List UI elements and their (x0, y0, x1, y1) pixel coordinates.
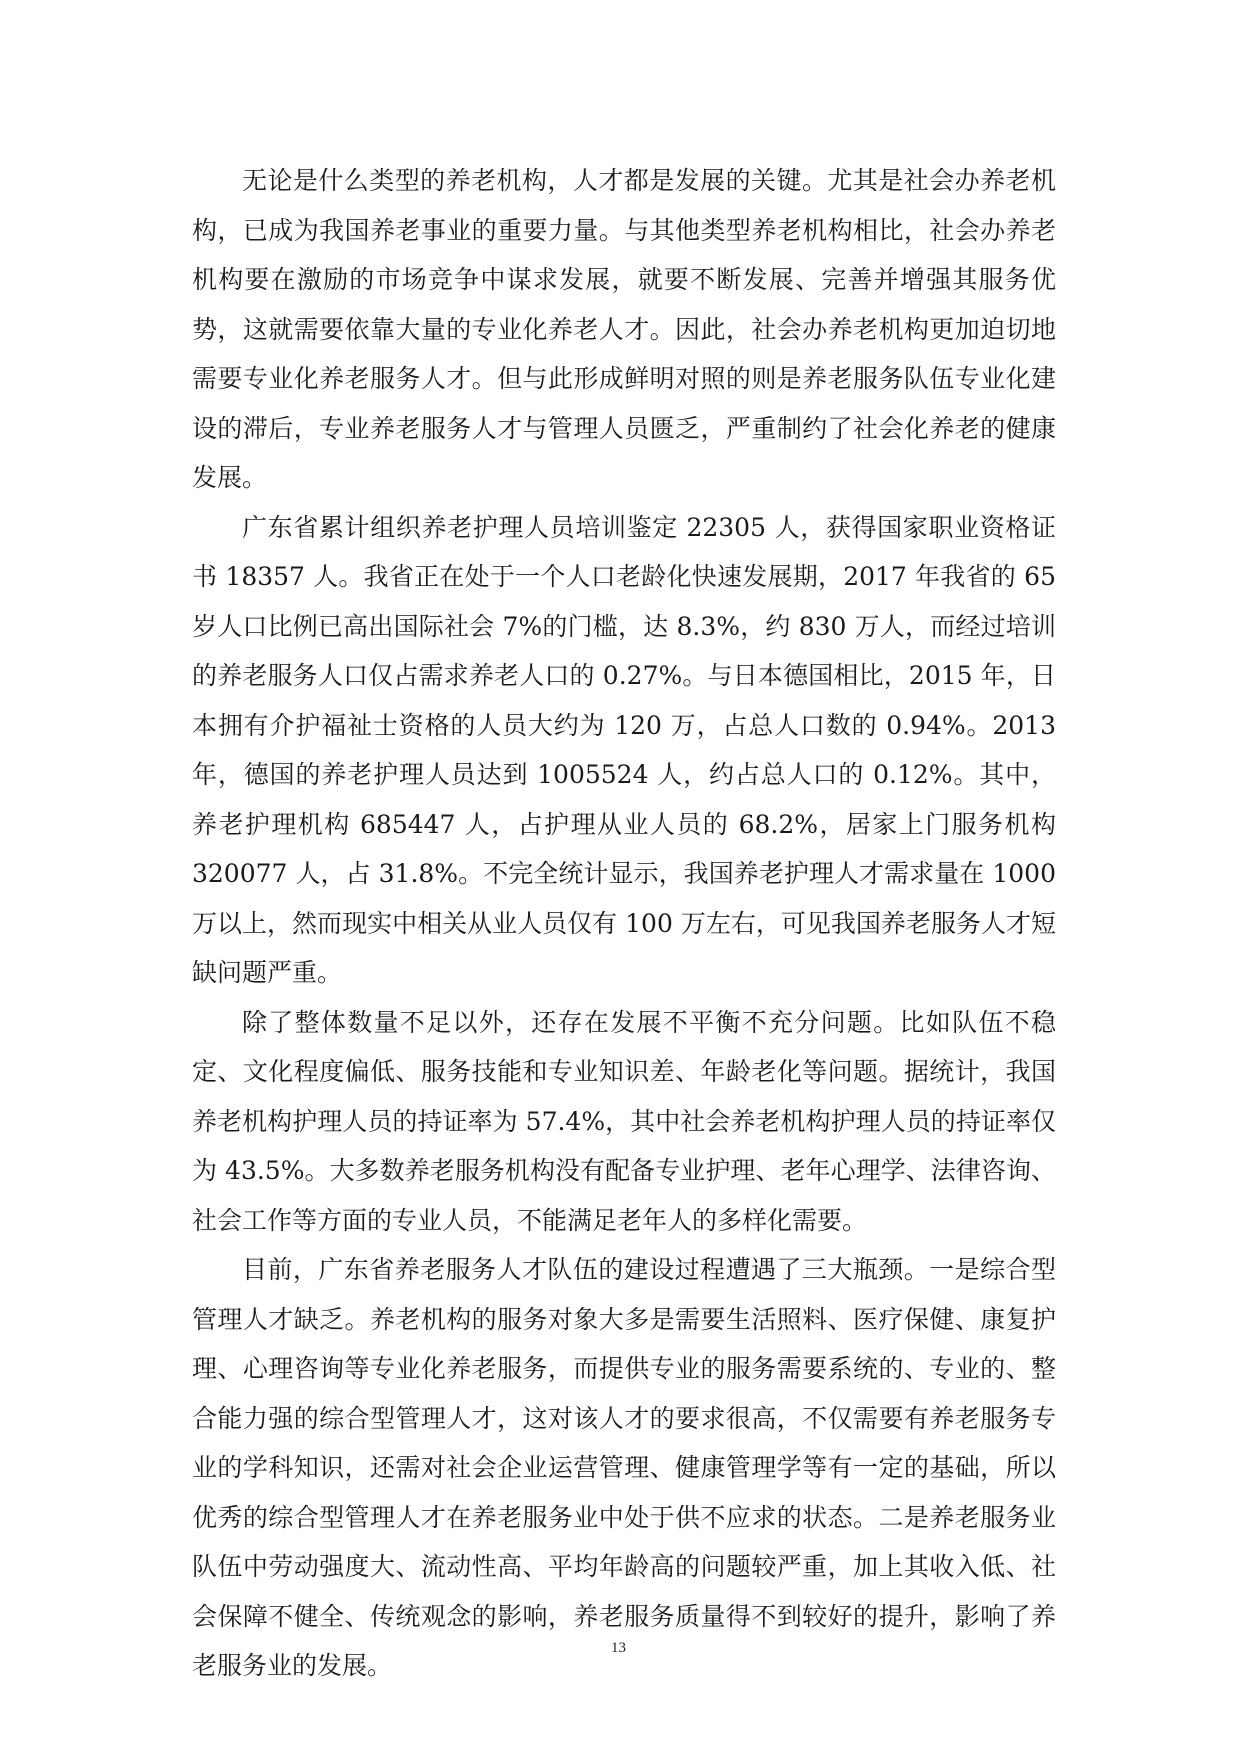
paragraph-talent-key: 无论是什么类型的养老机构，人才都是发展的关键。尤其是社会办养老机构，已成为我国养老事业的重要力量。与其他类型养老机构相比，社会办养老机构要在激励的市场竞争中谋求发展，就要不断发展、完善并增强其服务优势，这就需要依靠大量的专业化养老人才。因此，社会办养老机构更加迫切地需要专业化养老服务人才。但与此形成鲜明对照的则是养老服务队伍专业化建设的滞后，专业养老服务人才与管理人员匮乏，严重制约了社会化养老的健康发展。 (192, 166, 1056, 492)
body-text (192, 156, 1056, 1691)
paragraph-guangdong-statistics: 广东省累计组织养老护理人员培训鉴定 22305 人，获得国家职业资格证书 18357 人。我省正在处于一个人口老龄化快速发展期，2017 年我省的 65 岁人口比例已高出国际社会 7%的门槛，达 8.3%，约 830 万人，而经过培训的养老服务人口仅占需求养老人口的 0.27%。与日本德国相比，2015 年，日本拥有介护福祉士资格的人员大约为 120 万，占总人口数的 0.94%。2013 年，德国的养老护理人员达到 1005524 人，约占总人口的 0.12%。其中，养老护理机构 685447 人，占护理从业人员的 68.2%，居家上门服务机构 320077 人，占 31.8%。不完全统计显示，我国养老护理人才需求量在 1000 万以上，然而现实中相关从业人员仅有 100 万左右，可见我国养老服务人才短缺问题严重。 (192, 512, 1056, 987)
paragraph-bottlenecks: 目前，广东省养老服务人才队伍的建设过程遭遇了三大瓶颈。一是综合型管理人才缺乏。养老机构的服务对象大多是需要生活照料、医疗保健、康复护理、心理咨询等专业化养老服务，而提供专业的服务需要系统的、专业的、整合能力强的综合型管理人才，这对该人才的要求很高，不仅需要有养老服务专业的学科知识，还需对社会企业运营管理、健康管理学等有一定的基础，所以优秀的综合型管理人才在养老服务业中处于供不应求的状态。二是养老服务业队伍中劳动强度大、流动性高、平均年龄高的问题较严重，加上其收入低、社会保障不健全、传统观念的影响，养老服务质量得不到较好的提升，影响了养老服务业的发展。 (192, 1255, 1056, 1680)
paragraph-imbalance: 除了整体数量不足以外，还存在发展不平衡不充分问题。比如队伍不稳定、文化程度偏低、服务技能和专业知识差、年龄老化等问题。据统计，我国养老机构护理人员的持证率为 57.4%，其中社会养老机构护理人员的持证率仅为 43.5%。大多数养老服务机构没有配备专业护理、老年心理学、法律咨询、社会工作等方面的专业人员，不能满足老年人的多样化需要。 (192, 1007, 1056, 1235)
page-number: 13 (611, 1640, 626, 1656)
